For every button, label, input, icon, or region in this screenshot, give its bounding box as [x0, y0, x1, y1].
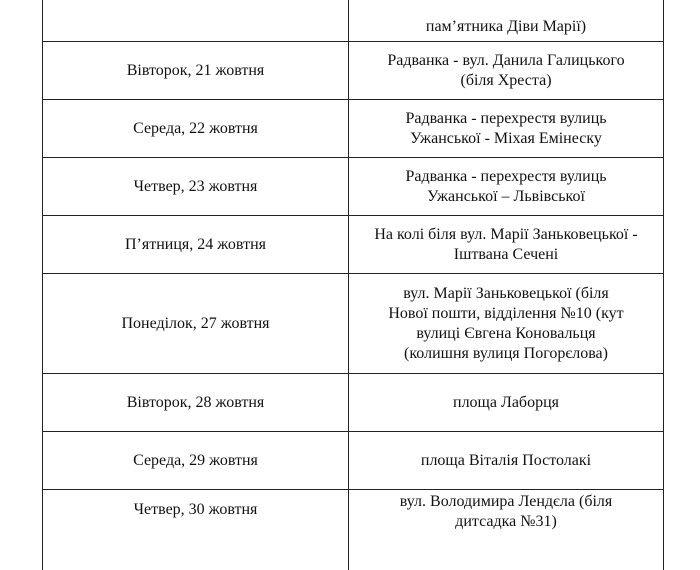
- place-line: На колі біля вул. Марії Заньковецької -: [374, 225, 638, 243]
- place-line: (біля Хреста): [460, 71, 552, 89]
- place-line: Іштвана Сечені: [453, 245, 559, 263]
- place-line: Радванка - вул. Данила Галицького: [387, 51, 625, 69]
- date-cell: Понеділок, 27 жовтня: [43, 274, 349, 374]
- date-cell: [43, 0, 349, 42]
- place-cell: [349, 100, 664, 158]
- place-line: Радванка - перехрестя вулиць: [405, 109, 607, 127]
- place-cell: [349, 432, 664, 490]
- table-row: [43, 490, 664, 570]
- table-row: [43, 158, 664, 216]
- place-line: (колишня вулиця Погорєлова): [404, 344, 608, 362]
- place-line: вул. Марії Заньковецької (біля: [403, 284, 609, 302]
- place-cell: [349, 216, 664, 274]
- place-cell: [349, 0, 664, 42]
- place-line: дитсадка №31): [455, 513, 557, 530]
- table-row: [43, 216, 664, 274]
- place-line: Ужанської - Міхая Емінеску: [410, 129, 602, 147]
- place-line: площа Лаборця: [453, 393, 559, 411]
- table-row: [43, 374, 664, 432]
- table-row: [43, 274, 664, 374]
- place-line: Ужанської – Львівської: [427, 187, 585, 205]
- place-cell: [349, 42, 664, 100]
- place-line: Радванка - перехрестя вулиць: [405, 167, 607, 185]
- table-row: [43, 432, 664, 490]
- date-cell: Четвер, 30 жовтня: [43, 490, 349, 570]
- place-line: пам’ятника Діви Марії): [425, 18, 587, 35]
- table-row: [43, 42, 664, 100]
- place-cell: [349, 490, 664, 570]
- date-cell: Четвер, 23 жовтня: [43, 158, 349, 216]
- date-cell: Середа, 29 жовтня: [43, 432, 349, 490]
- table-row: [43, 0, 664, 42]
- place-line: вулиці Євгена Коновальця: [416, 324, 596, 342]
- place-cell: [349, 274, 664, 374]
- table-row: [43, 100, 664, 158]
- place-line: площа Віталія Постолакі: [420, 451, 592, 469]
- date-cell: Вівторок, 28 жовтня: [43, 374, 349, 432]
- place-line: вул. Володимира Лендєла (біля: [399, 493, 613, 510]
- date-cell: Середа, 22 жовтня: [43, 100, 349, 158]
- schedule-table: [42, 0, 664, 570]
- date-cell: П’ятниця, 24 жовтня: [43, 216, 349, 274]
- place-cell: [349, 374, 664, 432]
- place-line: Нової пошти, відділення №10 (кут: [388, 304, 624, 322]
- place-cell: [349, 158, 664, 216]
- date-cell: Вівторок, 21 жовтня: [43, 42, 349, 100]
